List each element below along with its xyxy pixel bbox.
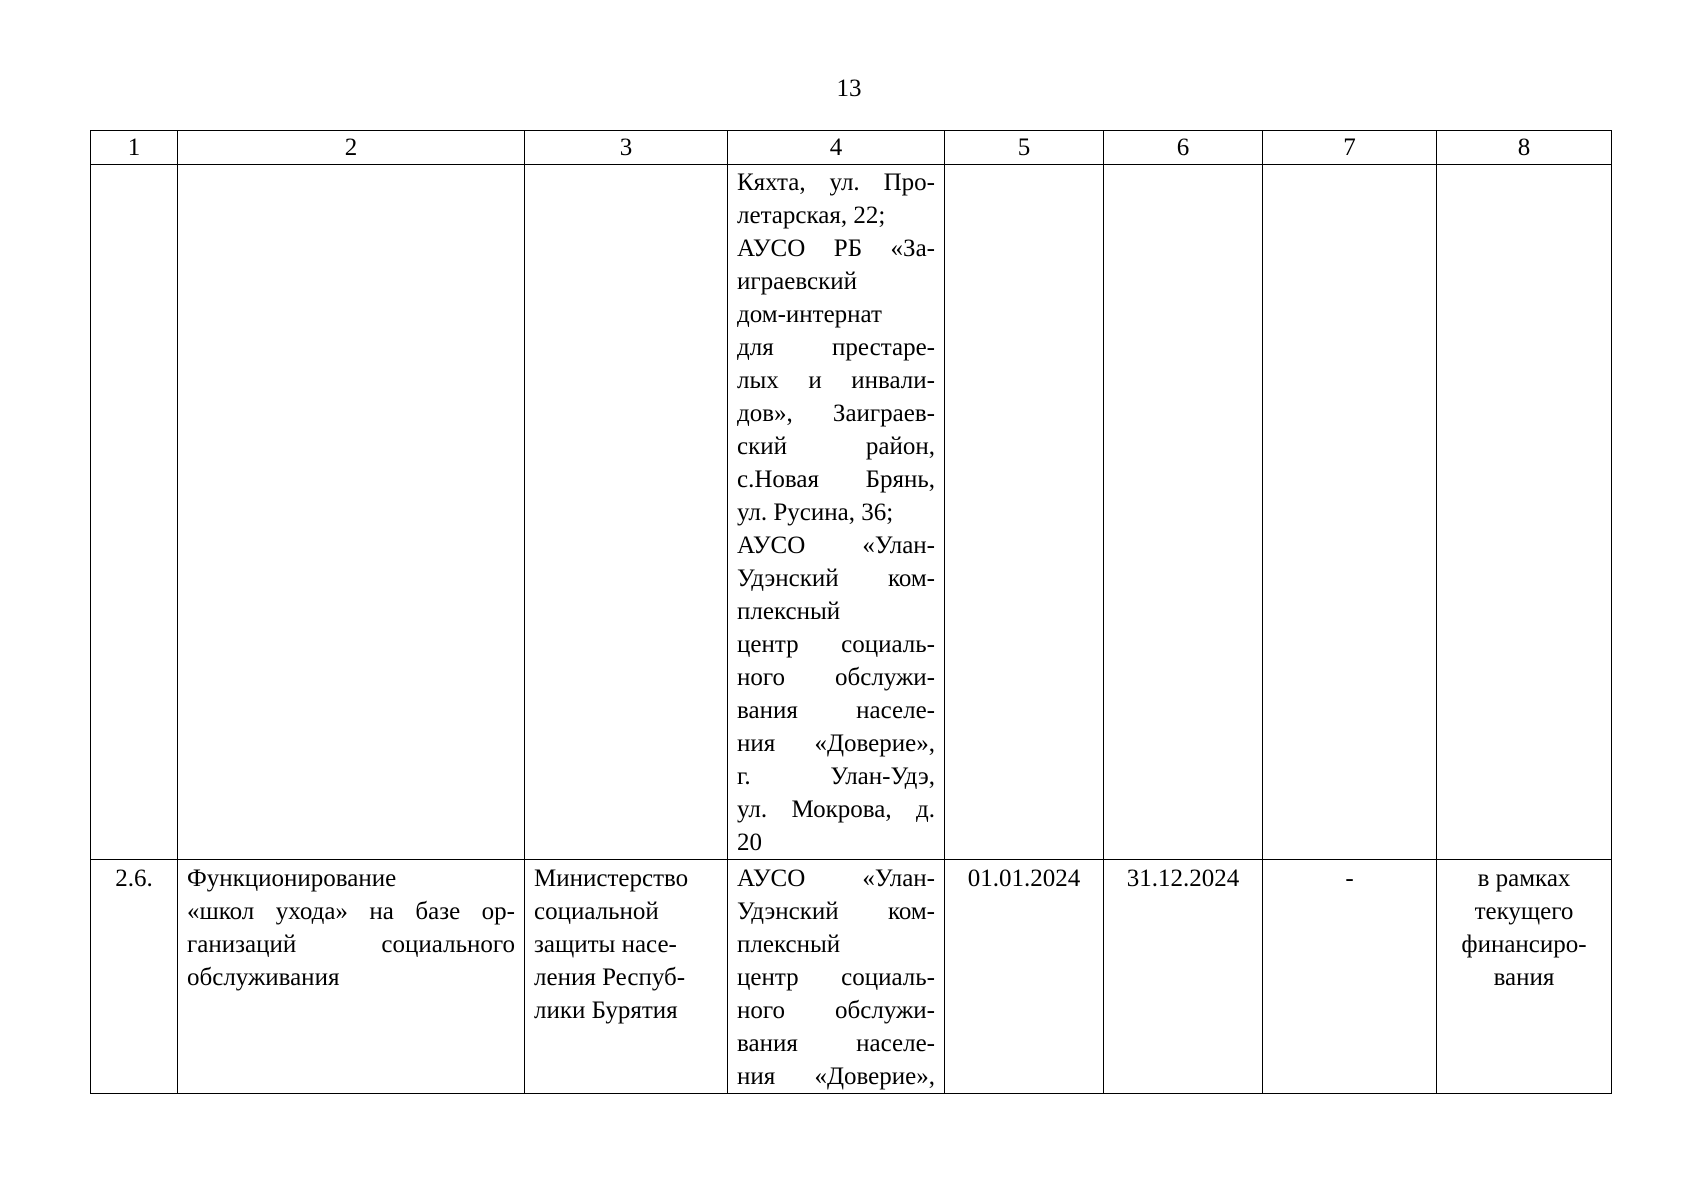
table-row	[91, 860, 1612, 1094]
text-line: Кяхта, ул. Про-	[737, 169, 935, 196]
cell-responsible	[525, 165, 728, 860]
column-number: 2	[178, 131, 525, 165]
text-line: ния «Доверие»,	[737, 1063, 935, 1090]
text-line: ул. Русина, 36;	[737, 499, 894, 526]
text-line: ния «Доверие»,	[737, 730, 935, 757]
cell-number	[91, 165, 178, 860]
text-line: вания	[1493, 964, 1555, 991]
text-line: социальной	[534, 898, 659, 925]
column-number: 1	[91, 131, 178, 165]
text-line: ул. Мокрова, д.	[737, 796, 935, 823]
cell-funding-amount: -	[1263, 860, 1437, 1094]
cell-participants	[728, 860, 945, 1094]
cell-participants	[728, 165, 945, 860]
text-line: текущего	[1474, 898, 1574, 925]
text-line: Удэнский ком-	[737, 565, 935, 592]
text-line: г. Улан-Удэ,	[737, 763, 935, 790]
text-line: Функционирование	[187, 865, 397, 892]
cell-number: 2.6.	[91, 860, 178, 1094]
text-line: лых и инвали-	[737, 367, 935, 394]
text-line: АУСО РБ «За-	[737, 235, 935, 262]
text-line: ного обслужи-	[737, 997, 935, 1024]
text-line: ский район,	[737, 433, 935, 460]
text-line: с.Новая Брянь,	[737, 466, 935, 493]
text-line: дом-интернат	[737, 301, 882, 328]
cell-start-date: 01.01.2024	[945, 860, 1104, 1094]
text-line: ного обслужи-	[737, 664, 935, 691]
text-line: летарская, 22;	[737, 202, 886, 229]
cell-measure	[178, 860, 525, 1094]
column-number: 5	[945, 131, 1104, 165]
text-line: для престаре-	[737, 334, 935, 361]
text-line: АУСО «Улан-	[737, 865, 935, 892]
cell-responsible	[525, 860, 728, 1094]
text-line: ления Респуб-	[534, 964, 686, 991]
text-line: защиты насе-	[534, 931, 677, 958]
cell-funding-amount	[1263, 165, 1437, 860]
cell-end-date: 31.12.2024	[1104, 860, 1263, 1094]
text-line: в рамках	[1477, 865, 1571, 892]
column-number: 4	[728, 131, 945, 165]
cell-measure	[178, 165, 525, 860]
text-line: «школ ухода» на базе ор-	[187, 898, 515, 925]
text-line: 20	[737, 829, 762, 856]
text-line: Министерство	[534, 865, 689, 892]
text-line: вания населе-	[737, 697, 935, 724]
text-line: играевский	[737, 268, 857, 295]
text-line: АУСО «Улан-	[737, 532, 935, 559]
page-number: 13	[836, 75, 862, 102]
text-line: Удэнский ком-	[737, 898, 935, 925]
cell-funding-source	[1437, 165, 1612, 860]
cell-funding-source	[1437, 860, 1612, 1094]
text-line: дов», Заиграев-	[737, 400, 935, 427]
column-number-row	[91, 131, 1612, 165]
text-line: обслуживания	[187, 964, 340, 991]
text-line: финансиро-	[1461, 931, 1587, 958]
column-number: 3	[525, 131, 728, 165]
text-line: ганизаций социального	[187, 931, 515, 958]
cell-start-date	[945, 165, 1104, 860]
text-line: центр социаль-	[737, 964, 935, 991]
text-line: плексный	[737, 598, 841, 625]
text-line: плексный	[737, 931, 841, 958]
text-line: лики Бурятия	[534, 997, 678, 1024]
text-line: вания населе-	[737, 1030, 935, 1057]
text-line: центр социаль-	[737, 631, 935, 658]
column-number: 8	[1437, 131, 1612, 165]
column-number: 6	[1104, 131, 1263, 165]
table-row	[91, 165, 1612, 860]
column-number: 7	[1263, 131, 1437, 165]
cell-end-date	[1104, 165, 1263, 860]
measures-table	[90, 130, 1612, 1094]
